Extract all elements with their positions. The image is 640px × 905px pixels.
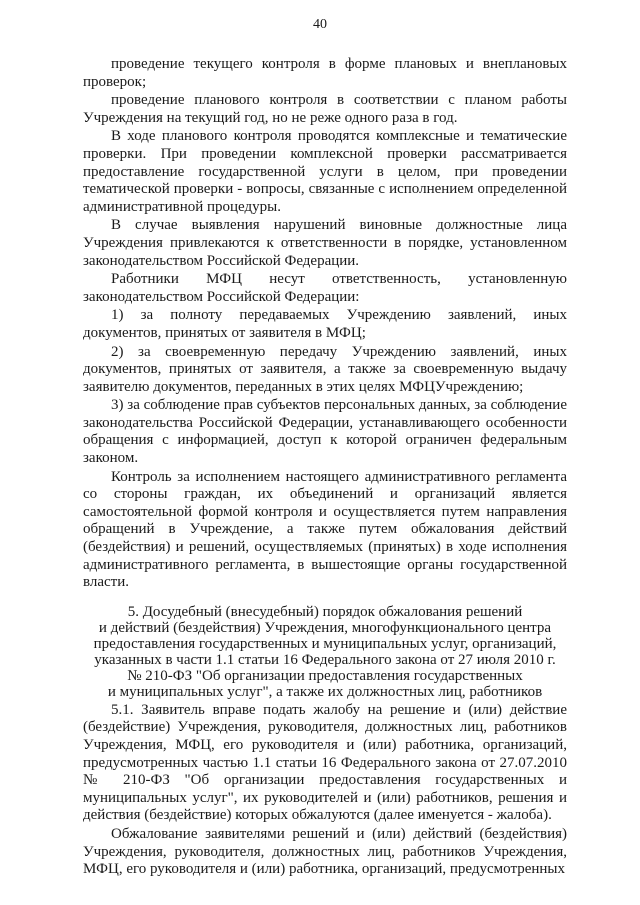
paragraph: проведение текущего контроля в форме плановых и внеплановых проверок; xyxy=(83,56,567,90)
heading-line: 5. Досудебный (внесудебный) порядок обжалования решений xyxy=(127,603,523,620)
heading-line: № 210-ФЗ "Об организации предоставления государственных xyxy=(127,667,523,684)
paragraph: Работники МФЦ несут ответственность, установленную законодательством Российской Федерации: xyxy=(83,271,567,305)
paragraph: 5.1. Заявитель вправе подать жалобу на решение и (или) действие (бездействие) Учреждения, руководителя, должностных лиц, работников Учреждения, МФЦ, его руководителя и (или) работника, организаций, предусмотренных частью 1.1 статьи 16 Федерального закона от 27.07.2010 № 210-ФЗ "Об организации предоставления государственных и муниципальных услуг", их руководителей и (или) работников, решения и действия (бездействие) которых обжалуются (далее именуется - жалоба). xyxy=(83,701,567,824)
heading-line: и действий (бездействия) Учреждения, многофункционального центра xyxy=(98,619,552,636)
section-heading xyxy=(83,604,567,700)
page-number: 40 xyxy=(313,17,327,32)
heading-line: предоставления государственных и муниципальных услуг, организаций, xyxy=(93,635,557,652)
document-body xyxy=(83,56,567,880)
paragraph: В ходе планового контроля проводятся комплексные и тематические проверки. При проведении комплексной проверки рассматривается предоставление государственной услуги в целом, при проведении тематической проверки - вопросы, связанные с исполнением определенной административной процедуры. xyxy=(83,128,567,215)
list-item: 3) за соблюдение прав субъектов персональных данных, за соблюдение законодательства Российской Федерации, устанавливающего особенности обращения с информацией, доступ к которой ограничен федеральным законом. xyxy=(83,397,567,467)
paragraph: Контроль за исполнением настоящего административного регламента со стороны граждан, их объединений и организаций является самостоятельной формой контроля и осуществляется путем направления обращений в Учреждение, а также путем обжалования действий (бездействия) и решений, осуществляемых (принятых) в ходе исполнения административного регламента, в вышестоящие органы государственной власти. xyxy=(83,468,567,591)
heading-line: указанных в части 1.1 статьи 16 Федерального закона от 27 июля 2010 г. xyxy=(94,651,556,668)
list-item: 2) за своевременную передачу Учреждению заявлений, иных документов, принятых от заявителя, а также за своевременную выдачу заявителю документов, переданных в этих целях МФЦУчреждению; xyxy=(83,343,567,395)
paragraph: Обжалование заявителями решений и (или) действий (бездействия) Учреждения, руководителя, должностных лиц, работников Учреждения, МФЦ, его руководителя и (или) работника, организаций, предусмотренных xyxy=(83,825,567,878)
paragraph: В случае выявления нарушений виновные должностные лица Учреждения привлекаются к ответственности в порядке, установленном законодательством Российской Федерации. xyxy=(83,217,567,269)
list-item: 1) за полноту передаваемых Учреждению заявлений, иных документов, принятых от заявителя в МФЦ; xyxy=(83,307,567,341)
heading-line: и муниципальных услуг", а также их должностных лиц, работников xyxy=(107,683,543,700)
paragraph: проведение планового контроля в соответствии с планом работы Учреждения на текущий год, но не реже одного раза в год. xyxy=(83,92,567,126)
